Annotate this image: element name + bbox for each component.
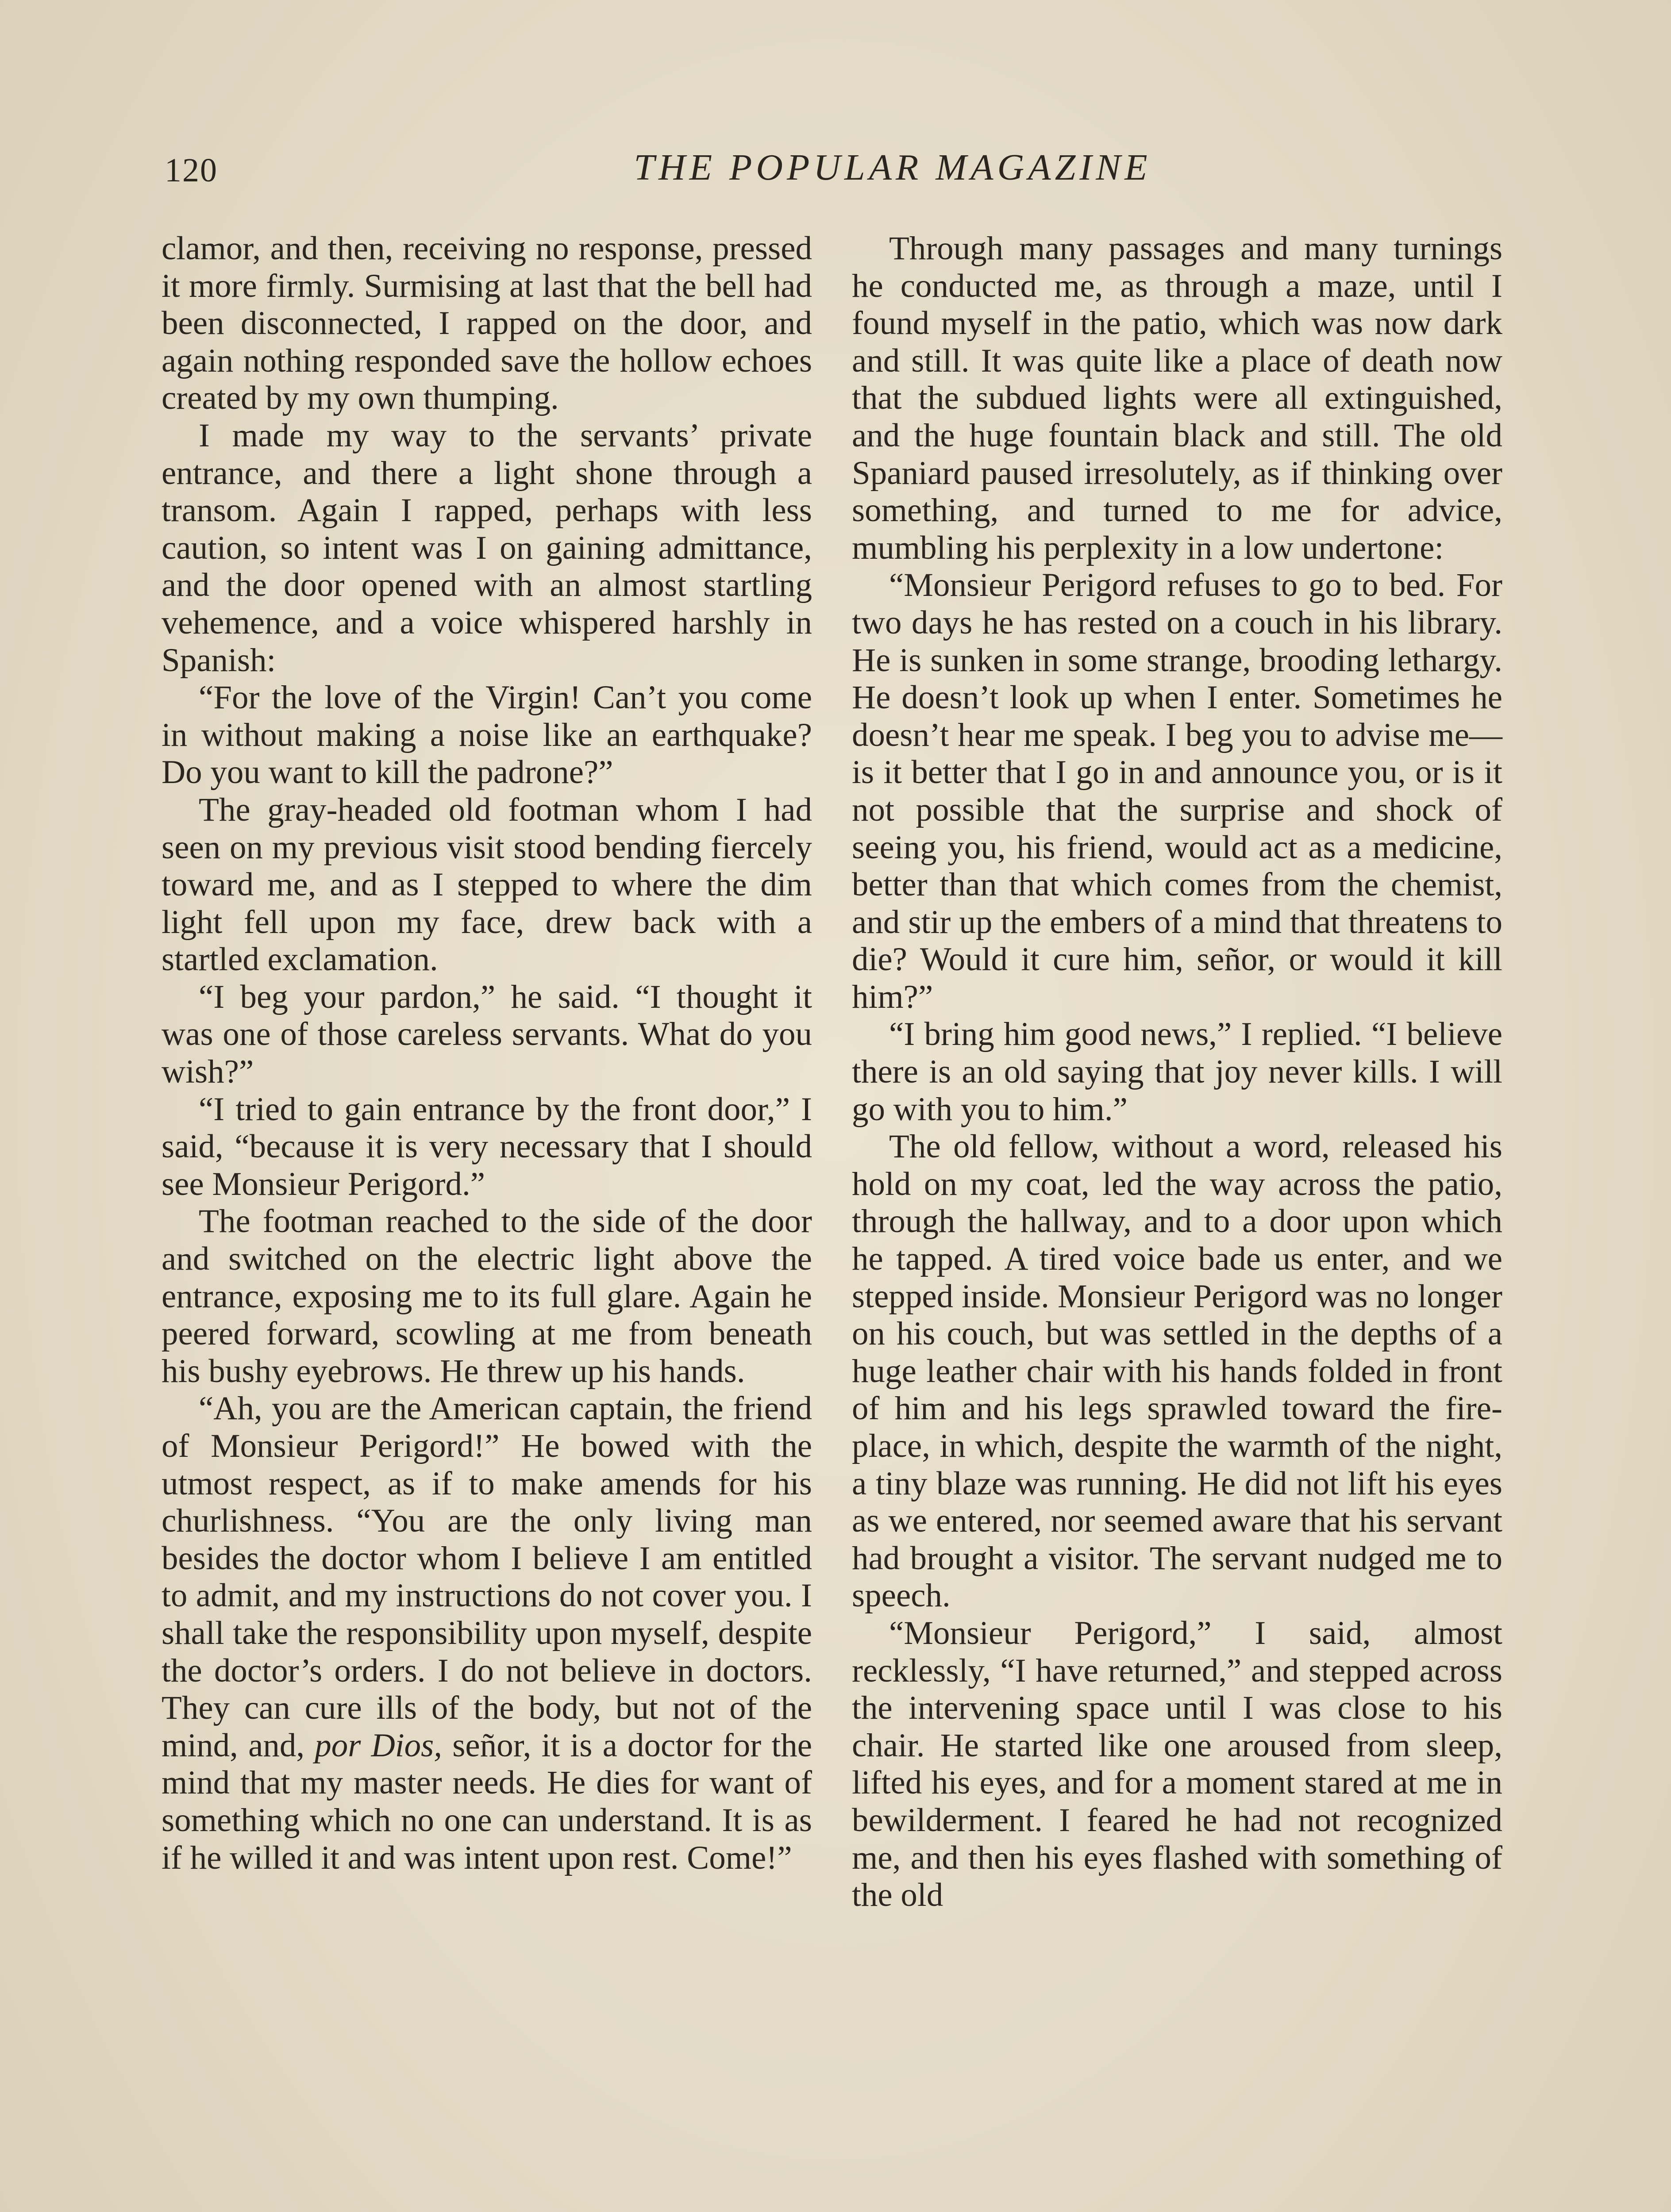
- magazine-title: THE POPULAR MAGAZINE: [634, 147, 1151, 188]
- paragraph: “Monsieur Perigord,” I said, almost recklessly, “I have returned,” and stepped across the intervening space until I was close to his chair. He started like one aroused from sleep, lifted his eyes, and for a moment stared at me in bewilderment. I feared he had not recognized me, and then his eyes flashed with something of the old: [852, 1614, 1502, 1914]
- paragraph: The old fellow, without a word, released his hold on my coat, led the way across the patio, through the hallway, and to a door upon which he tapped. A tired voice bade us enter, and we stepped inside. Monsieur Perigord was no longer on his couch, but was settled in the depths of a huge leather chair with his hands folded in front of him and his legs sprawled toward the fireplace, in which, despite the warmth of the night, a tiny blaze was running. He did not lift his eyes as we entered, nor seemed aware that his servant had brought a visitor. The servant nudged me to speech.: [852, 1128, 1502, 1614]
- paragraph: “I bring him good news,” I replied. “I believe there is an old saying that joy never kills. I will go with you to him.”: [852, 1016, 1502, 1128]
- paragraph: “I beg your pardon,” he said. “I thought it was one of those careless servants. What do you wish?”: [162, 978, 812, 1091]
- paragraph: The footman reached to the side of the door and switched on the electric light above the entrance, exposing me to its full glare. Again he peered forward, scowling at me from beneath his bushy eyebrows. He threw up his hands.: [162, 1203, 812, 1390]
- page-number: 120: [165, 152, 218, 189]
- italic-phrase: por Dios,: [315, 1727, 443, 1764]
- paragraph: “Monsieur Perigord refuses to go to bed. For two days he has rested on a couch in his library. He is sunken in some strange, brooding lethargy. He doesn’t look up when I enter. Sometimes he doesn’t hear me speak. I beg you to advise me—is it better that I go in and announce you, or is it not possible that the surprise and shock of seeing you, his friend, would act as a medicine, better than that which comes from the chemist, and stir up the embers of a mind that threatens to die? Would it cure him, señor, or would it kill him?”: [852, 567, 1502, 1015]
- paragraph: “For the love of the Virgin! Can’t you come in without making a noise like an earthquake? Do you want to kill the padrone?”: [162, 679, 812, 791]
- paragraph: The gray-headed old footman whom I had seen on my previous visit stood bending fiercely toward me, and as I stepped to where the dim light fell upon my face, drew back with a startled exclamation.: [162, 791, 812, 978]
- paragraph: clamor, and then, receiving no response, pressed it more firmly. Surmising at last that the bell had been disconnected, I rapped on the door, and again nothing responded save the hollow echoes created by my own thumping.: [162, 230, 812, 417]
- right-column: [852, 230, 1502, 1914]
- paragraph: [162, 1390, 812, 1877]
- paragraph: “I tried to gain entrance by the front door,” I said, “because it is very necessary that I should see Monsieur Perigord.”: [162, 1091, 812, 1202]
- page-header: [165, 146, 1519, 195]
- paragraph: Through many passages and many turnings he conducted me, as through a maze, until I found myself in the patio, which was now dark and still. It was quite like a place of death now that the subdued lights were all extinguished, and the huge fountain black and still. The old Spaniard paused irresolutely, as if thinking over something, and turned to me for advice, mumbling his perplexity in a low undertone:: [852, 230, 1502, 566]
- paragraph-text: señor, it is a doctor for the mind that my master needs. He dies for want of something which no one can understand. It is as if he willed it and was intent upon rest. Come!”: [162, 1727, 812, 1876]
- paragraph-text: “Ah, you are the American captain, the friend of Monsieur Perigord!” He bowed with the utmost respect, as if to make amends for his churlishness. “You are the only living man besides the doctor whom I believe I am entitled to admit, and my instructions do not cover you. I shall take the responsibility upon myself, despite the doctor’s orders. I do not believe in doctors. They can cure ills of the body, but not of the mind, and,: [162, 1390, 812, 1764]
- paragraph: I made my way to the servants’ private entrance, and there a light shone through a transom. Again I rapped, perhaps with less caution, so intent was I on gaining admittance, and the door opened with an almost startling vehemence, and a voice whispered harshly in Spanish:: [162, 417, 812, 679]
- left-column: [162, 230, 812, 1877]
